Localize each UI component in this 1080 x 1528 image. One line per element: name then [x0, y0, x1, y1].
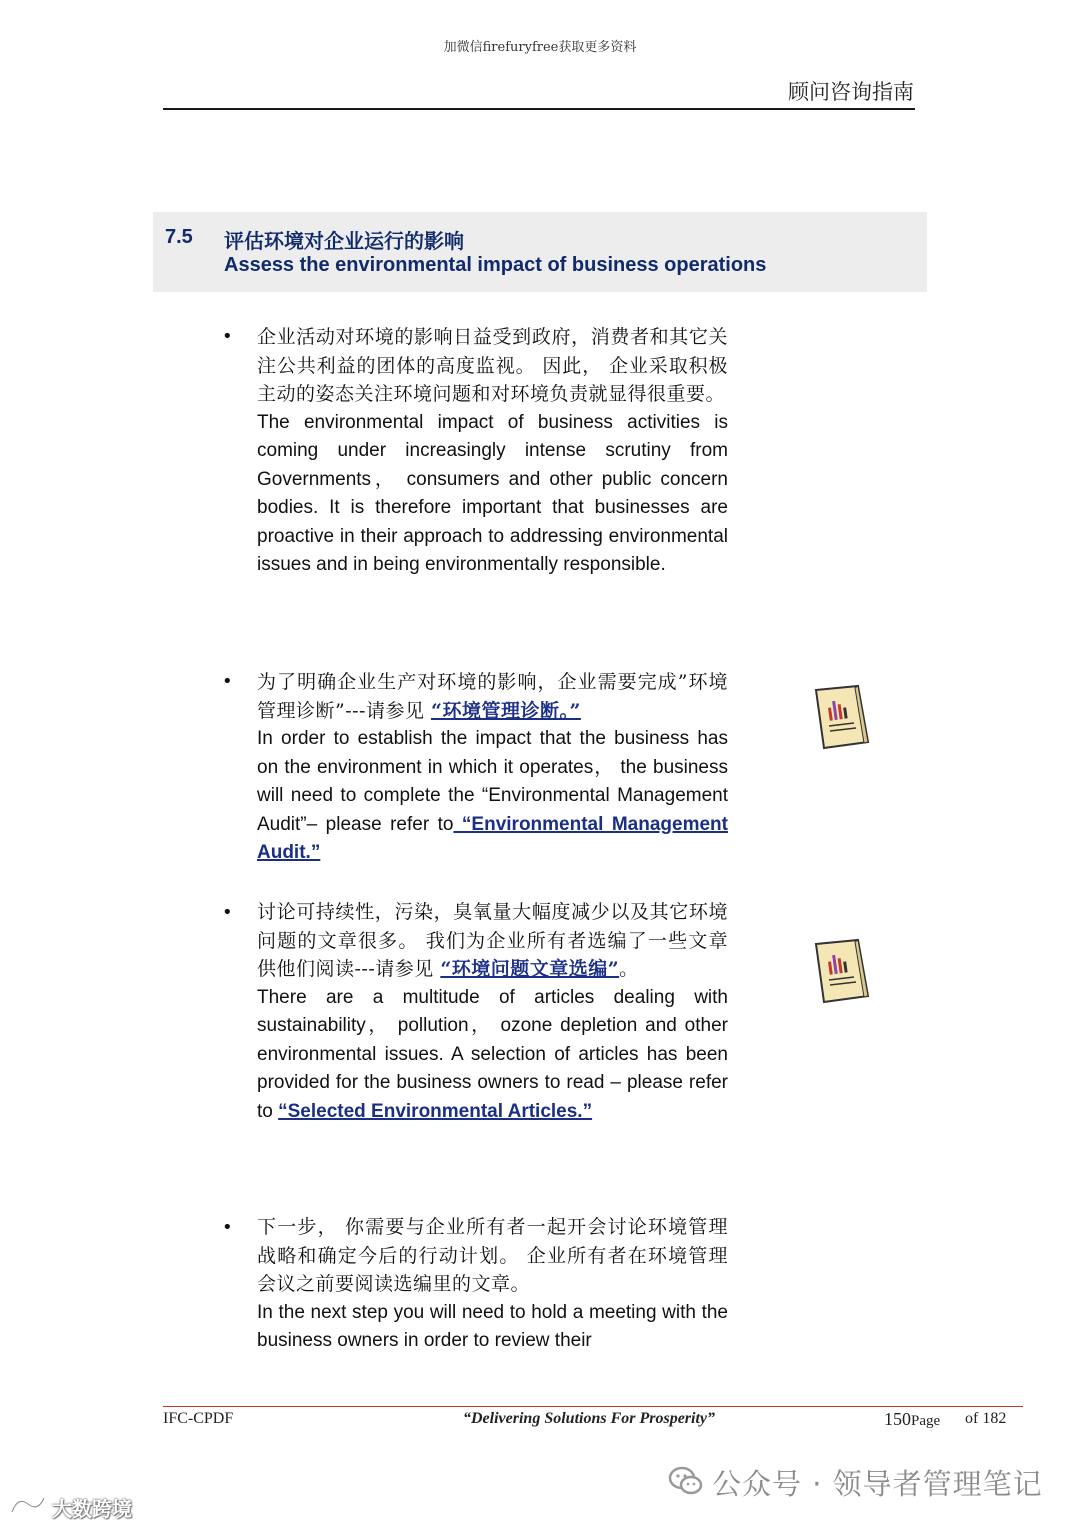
footer-total-pages: of 182	[965, 1410, 1007, 1427]
footer-slogan: “Delivering Solutions For Prosperity”	[463, 1410, 716, 1427]
watermark-brand: 大数跨境	[52, 1497, 132, 1521]
bullet: •	[222, 671, 233, 692]
paragraph-2-zh	[257, 668, 728, 725]
watermark-wechat-account: 公众号 · 领导者管理笔记	[712, 1467, 1043, 1501]
link-selected-articles-en[interactable]: “Selected Environmental Articles.”	[278, 1100, 593, 1122]
footer-rule	[163, 1406, 1023, 1407]
paragraph-3-zh-text: 讨论可持续性，污染，臭氧量大幅度减少以及其它环境问题的文章很多。 我们为企业所有者选编了一些文章供他们阅读---请参见	[257, 901, 728, 980]
paragraph-2-en-text: In order to establish the impact that the business has on the environment in which it operates， the business will need to complete the “Environmental Management Audit”– please refer to	[257, 728, 728, 835]
document-chart-icon[interactable]	[812, 938, 872, 1004]
paragraph-3-en	[257, 984, 728, 1127]
paragraph-4	[257, 1213, 728, 1356]
footer-page	[884, 1409, 940, 1430]
section-title-zh: 评估环境对企业运行的影响	[224, 229, 464, 253]
paragraph-2-en	[257, 725, 728, 868]
page-label: Page	[911, 1413, 941, 1429]
paragraph-1-zh: 企业活动对环境的影响日益受到政府，消费者和其它关注公共利益的团体的高度监视。 因此， 企业采取积极主动的姿态关注环境问题和对环境负责就显得很重要。	[257, 326, 728, 405]
header-rule	[163, 108, 915, 110]
wechat-icon	[668, 1465, 704, 1497]
paragraph-4-en: In the next step you will need to hold a meeting with the business owners in order to review their	[257, 1301, 728, 1351]
section-title-en: Assess the environmental impact of business operations	[224, 254, 767, 276]
paragraph-2-zh-text: 为了明确企业生产对环境的影响，企业需要完成”环境管理诊断”---请参见	[257, 671, 728, 722]
paragraph-1	[257, 323, 728, 580]
header-title: 顾问咨询指南	[788, 80, 914, 104]
page-number: 150	[884, 1409, 911, 1429]
footer-org: IFC-CPDF	[163, 1410, 234, 1427]
paragraph-1-en: The environmental impact of business activities is coming under increasingly intense scrutiny from Governments， consumers and other public concern bodies. It is therefore important that businesses are proactive in their approach to addressing environmental issues and in being environmentally responsible.	[257, 411, 728, 575]
link-environmental-audit-zh[interactable]: “环境管理诊断。”	[431, 699, 581, 722]
bullet: •	[222, 326, 233, 347]
link-selected-articles-zh[interactable]: “环境问题文章选编”	[440, 958, 620, 980]
paragraph-3-en-text: There are a multitude of articles dealing with sustainability， pollution， ozone depletion and other environmental issues. A selection of articles has been provided for the business owners to read – please refer to	[257, 986, 728, 1122]
top-note: 加微信firefuryfree获取更多资料	[443, 40, 637, 55]
document-chart-icon[interactable]	[812, 684, 872, 750]
paragraph-3-zh	[257, 898, 728, 984]
paragraph-3-zh-after: 。	[619, 958, 639, 980]
bullet: •	[222, 1217, 233, 1238]
section-number: 7.5	[165, 226, 193, 248]
paragraph-2	[257, 668, 728, 868]
watermark-logo-icon	[8, 1494, 48, 1518]
paragraph-3	[257, 898, 728, 1126]
bullet: •	[222, 902, 233, 923]
link-environmental-audit-en[interactable]: “Environmental Management Audit.”	[257, 813, 728, 863]
paragraph-4-zh: 下一步， 你需要与企业所有者一起开会讨论环境管理战略和确定今后的行动计划。 企业所有者在环境管理会议之前要阅读选编里的文章。	[257, 1216, 728, 1295]
